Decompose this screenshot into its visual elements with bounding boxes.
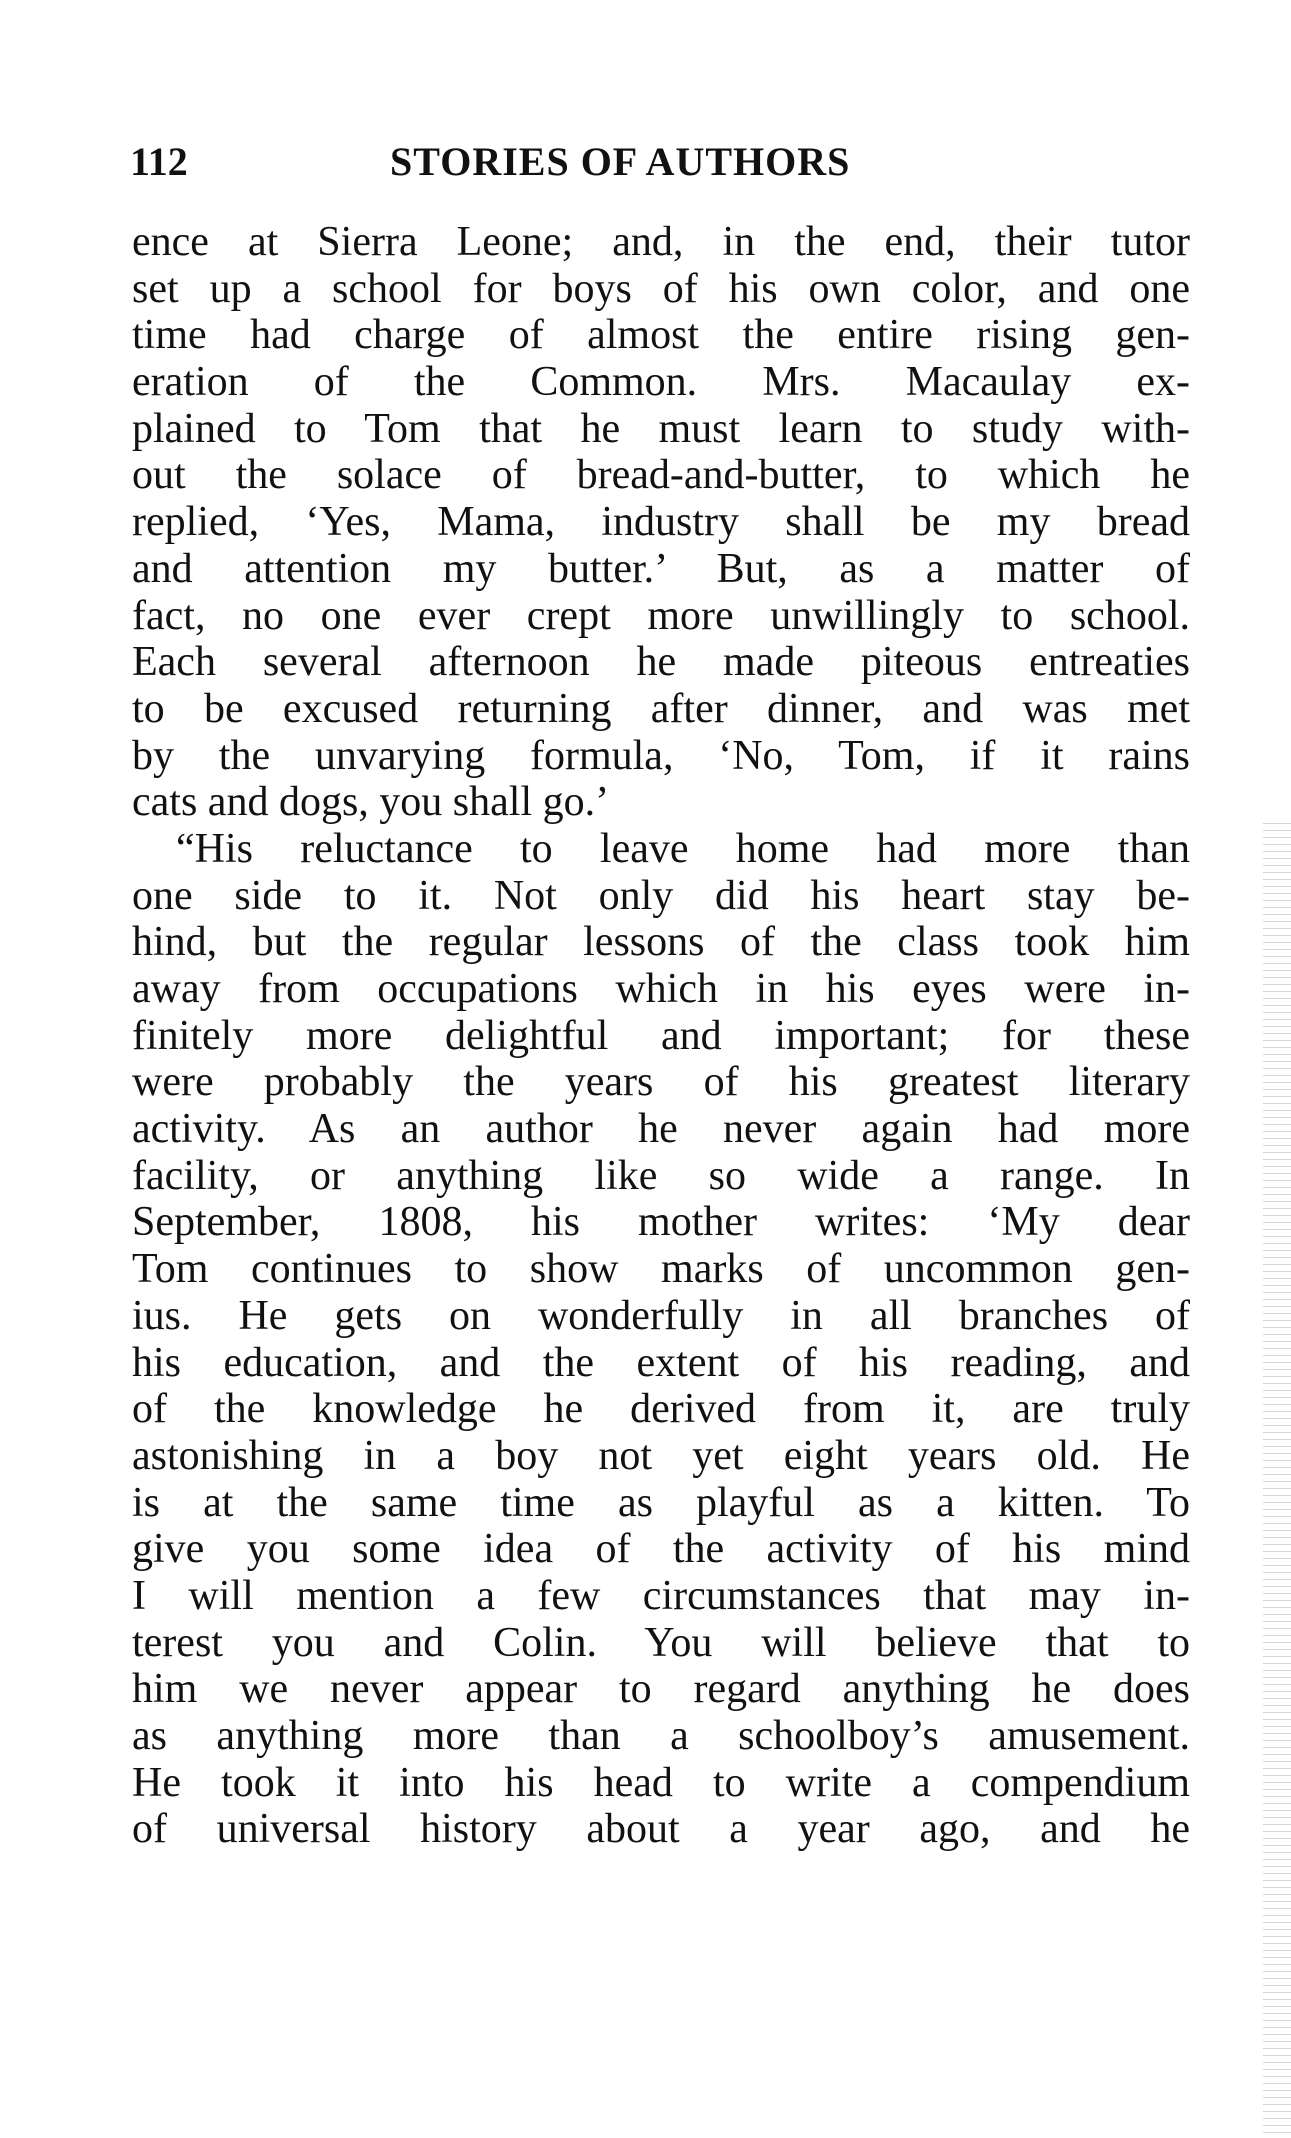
text-line: finitely more delightful and important; for these [132, 1012, 1190, 1059]
text-line: hind, but the regular lessons of the class took him [132, 919, 1190, 966]
text-line: terest you and Colin. You will believe that to [132, 1619, 1190, 1666]
text-line: him we never appear to regard anything he does [132, 1666, 1190, 1713]
page-header [130, 138, 1192, 188]
text-line: give you some idea of the activity of his mind [132, 1526, 1190, 1573]
text-line: plained to Tom that he must learn to study with- [132, 405, 1190, 452]
text-line: facility, or anything like so wide a range. In [132, 1152, 1190, 1199]
text-line: ence at Sierra Leone; and, in the end, their tutor [132, 219, 1190, 265]
text-line: and attention my butter.’ But, as a matter of [132, 545, 1190, 592]
text-line: is at the same time as playful as a kitten. To [132, 1479, 1190, 1526]
text-line: by the unvarying formula, ‘No, Tom, if it rains [132, 732, 1190, 779]
text-line: his education, and the extent of his reading, and [132, 1339, 1190, 1386]
text-line: fact, no one ever crept more unwillingly to school. [132, 592, 1190, 639]
text-line: eration of the Common. Mrs. Macaulay ex- [132, 359, 1190, 406]
text-line: were probably the years of his greatest literary [132, 1059, 1190, 1106]
text-line: out the solace of bread-and-butter, to which he [132, 452, 1190, 499]
page-edge-scan-artifact [1263, 820, 1291, 2138]
page-body-text [132, 219, 1190, 1853]
text-line: replied, ‘Yes, Mama, industry shall be my bread [132, 499, 1190, 546]
text-line: Each several afternoon he made piteous entreaties [132, 639, 1190, 686]
running-title: STORIES OF AUTHORS [390, 139, 851, 184]
text-line: ius. He gets on wonderfully in all branches of [132, 1292, 1190, 1339]
text-line: activity. As an author he never again had more [132, 1106, 1190, 1153]
text-line: of the knowledge he derived from it, are truly [132, 1386, 1190, 1433]
text-line: “His reluctance to leave home had more than [176, 825, 1190, 872]
text-line: Tom continues to show marks of uncommon gen- [132, 1246, 1190, 1293]
text-line: time had charge of almost the entire rising gen- [132, 312, 1190, 359]
text-line: astonishing in a boy not yet eight years old. He [132, 1432, 1190, 1479]
text-line: away from occupations which in his eyes were in- [132, 966, 1190, 1012]
text-line: of universal history about a year ago, and he [132, 1806, 1190, 1853]
page-number: 112 [130, 139, 188, 184]
text-line: He took it into his head to write a compendium [132, 1759, 1190, 1806]
text-line: set up a school for boys of his own color, and one [132, 265, 1190, 312]
text-line: one side to it. Not only did his heart stay be- [132, 872, 1190, 919]
text-line: September, 1808, his mother writes: ‘My dear [132, 1199, 1190, 1246]
text-line: cats and dogs, you shall go.’ [132, 779, 610, 826]
text-line: to be excused returning after dinner, and was met [132, 685, 1190, 732]
text-line: I will mention a few circumstances that may in- [132, 1572, 1190, 1619]
text-line: as anything more than a schoolboy’s amusement. [132, 1713, 1190, 1759]
